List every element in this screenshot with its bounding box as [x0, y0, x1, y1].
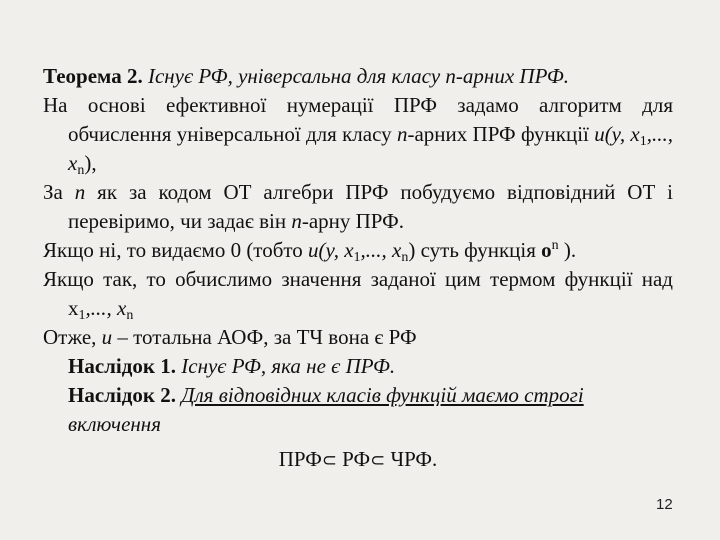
- subscript-n: n: [77, 163, 85, 178]
- subset-symbol: ⊂: [321, 450, 337, 471]
- superscript-n: n: [551, 238, 559, 253]
- var-n: n: [291, 209, 302, 233]
- subscript-1: 1: [353, 250, 361, 265]
- formula-mid: ,..., x: [68, 122, 673, 175]
- conclusion-text-b: – тотальна АОФ, за ТЧ вона є РФ: [112, 325, 417, 349]
- if-no-text-b: ) суть функція: [408, 238, 542, 262]
- formula-mid: ,..., x: [360, 238, 402, 262]
- formula-close: ),: [84, 151, 97, 175]
- page-number: 12: [656, 496, 673, 513]
- var-n: n: [74, 180, 86, 204]
- inclusion-chrf: ЧРФ.: [385, 447, 438, 471]
- corollary-1-text: Існує РФ, яка не є ПРФ.: [176, 354, 396, 378]
- theorem-label: Теорема 2.: [43, 64, 143, 88]
- corollary-1: [43, 352, 673, 381]
- code-text-a: За: [43, 180, 75, 204]
- conclusion-line: [43, 323, 673, 352]
- corollary-2-text-a: Для відповідних класів функцій маємо строгі: [181, 383, 584, 407]
- corollary-2-text-b: включення: [68, 412, 161, 436]
- algorithm-text-a: На основі ефективної нумерації ПРФ задамо алгоритм для обчислення універсальної для класу: [43, 93, 673, 146]
- inclusion-formula: [43, 445, 673, 475]
- inclusion-prf: ПРФ: [278, 447, 322, 471]
- formula-u-open: u(y, x: [308, 238, 354, 262]
- theorem-line: [43, 62, 673, 91]
- if-no-text-a: Якщо ні, то видаємо 0 (тобто: [43, 238, 309, 262]
- var-n: n: [396, 122, 408, 146]
- corollary-2-label: Наслідок 2.: [68, 383, 176, 407]
- conclusion-text-a: Отже,: [43, 325, 102, 349]
- subscript-n: n: [401, 250, 409, 265]
- theorem-statement: Існує РФ, універсальна для класу n-арних ПРФ.: [142, 64, 569, 88]
- subset-symbol: ⊂: [370, 450, 386, 471]
- if-yes-paragraph: [43, 265, 673, 323]
- formula-u-open: u(y, x: [594, 122, 640, 146]
- formula-mid: ,..., x: [85, 296, 127, 320]
- function-o: o: [541, 238, 552, 262]
- subscript-1: 1: [639, 134, 647, 149]
- if-no-text-c: ).: [558, 238, 577, 262]
- algorithm-paragraph: [43, 91, 673, 178]
- inclusion-rf: РФ: [336, 447, 371, 471]
- subscript-1: 1: [78, 308, 86, 323]
- algorithm-text-b: -арних ПРФ функції: [407, 122, 595, 146]
- corollary-2: [43, 381, 673, 439]
- subscript-n: n: [126, 308, 134, 323]
- if-yes-text: Якщо так, то обчислимо значення заданої цим термом функції над x: [43, 267, 673, 320]
- code-text-b: як за кодом ОТ алгебри ПРФ побудуємо відповідний ОТ і перевіримо, чи задає він: [68, 180, 674, 233]
- corollary-1-label: Наслідок 1.: [68, 354, 176, 378]
- code-text-c: -арну ПРФ.: [301, 209, 404, 233]
- slide-body: [43, 62, 673, 475]
- if-no-line: [43, 236, 673, 265]
- code-paragraph: [43, 178, 673, 236]
- var-u: u: [101, 325, 113, 349]
